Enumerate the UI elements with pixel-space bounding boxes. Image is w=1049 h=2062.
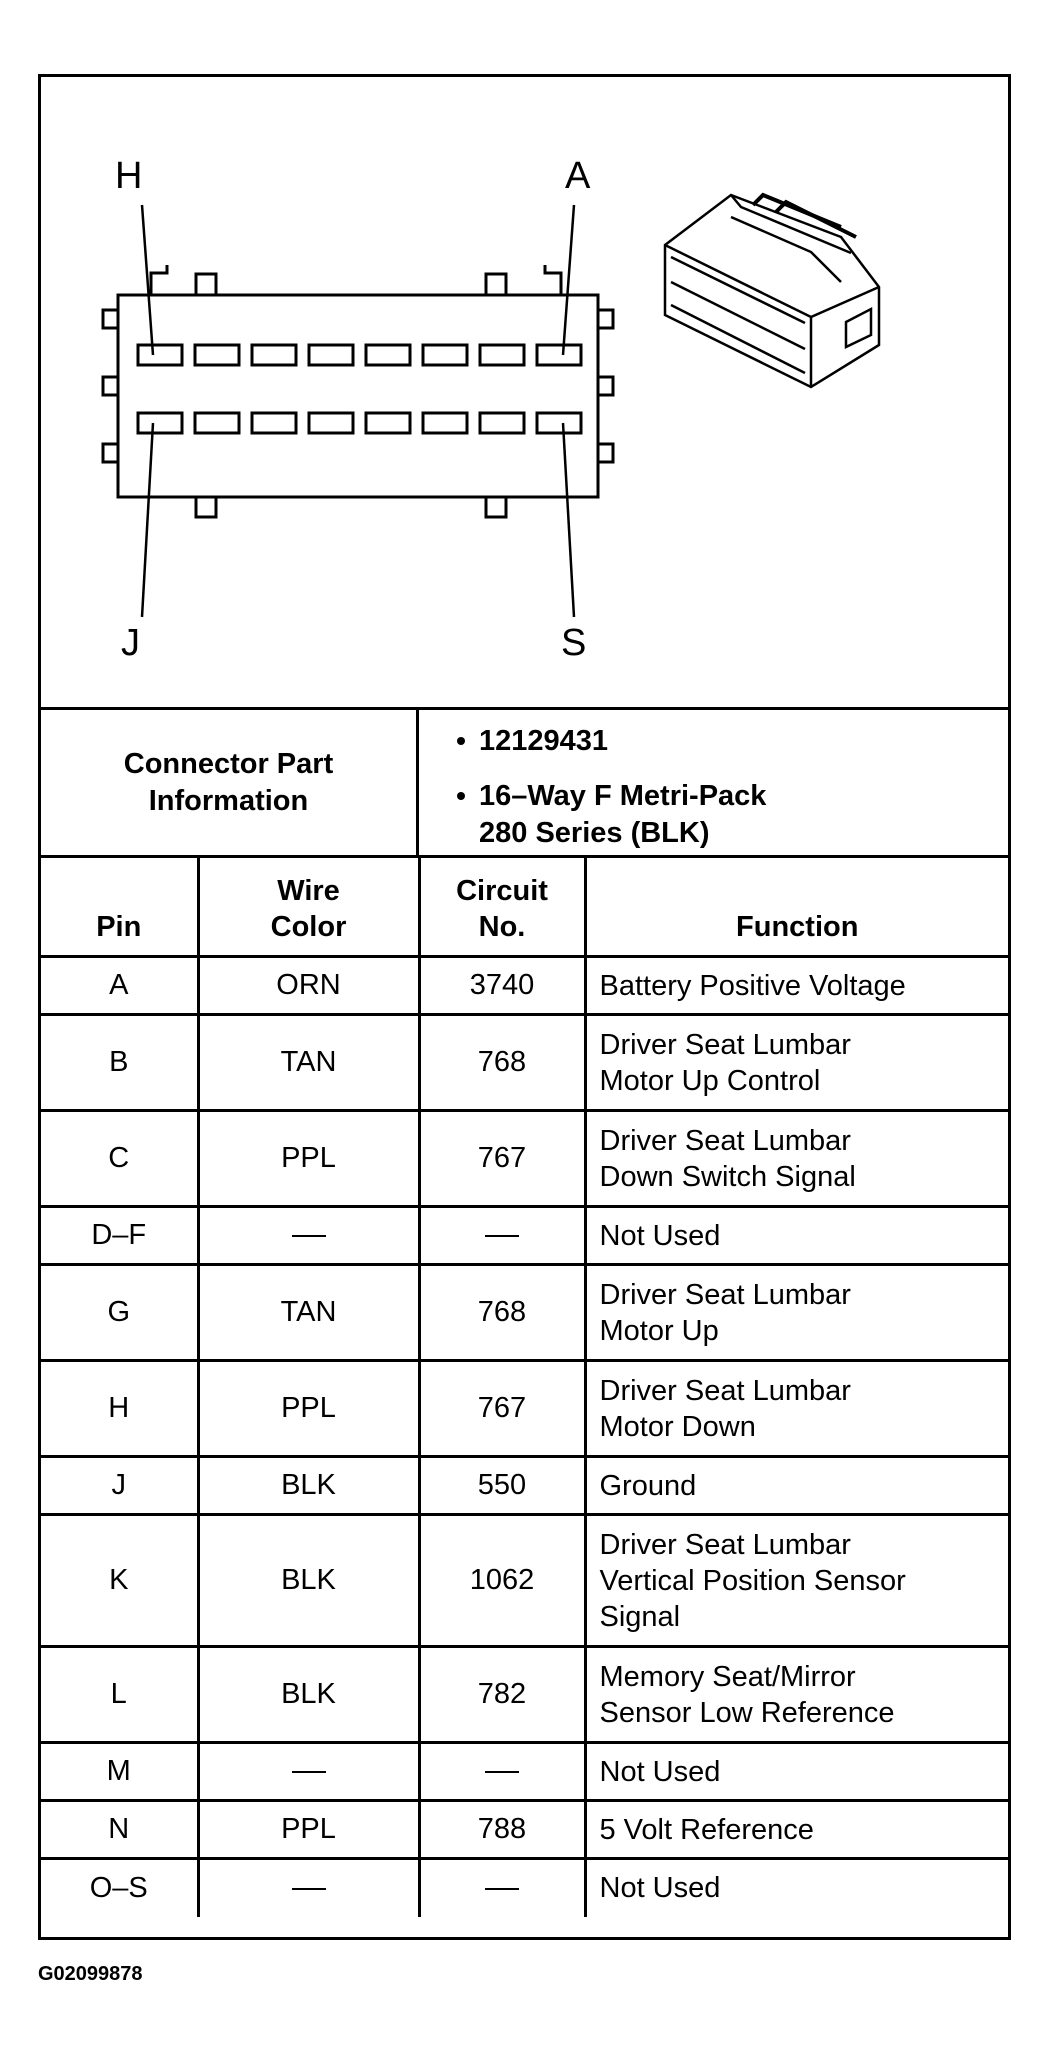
pin-cell: L	[41, 1647, 198, 1743]
function-line: Sensor Low Reference	[599, 1696, 895, 1729]
pin-cavity	[537, 413, 581, 433]
function-line: Driver Seat Lumbar	[599, 1278, 851, 1311]
function-cell	[585, 1515, 1008, 1647]
wire-color-cell: TAN	[198, 1265, 419, 1361]
not-applicable-dash	[485, 1771, 519, 1773]
function-cell	[585, 1015, 1008, 1111]
circuit-cell: 788	[419, 1801, 585, 1859]
function-cell	[585, 1361, 1008, 1457]
function-line: Not Used	[599, 1755, 721, 1788]
header-function: Function	[585, 857, 1008, 957]
pin-cell: A	[41, 957, 198, 1015]
pin-cell: J	[41, 1457, 198, 1515]
connector-body	[103, 265, 613, 517]
pin-cavity	[252, 345, 296, 365]
function-cell	[585, 1743, 1008, 1801]
pin-table-row	[41, 1801, 1008, 1859]
function-cell	[585, 1265, 1008, 1361]
function-cell	[585, 1457, 1008, 1515]
pin-cell: K	[41, 1515, 198, 1647]
header-wire-color: Wire Color	[198, 857, 419, 957]
pin-cavities	[138, 345, 581, 433]
pin-table-row	[41, 1111, 1008, 1207]
pin-label-h: H	[115, 155, 143, 197]
wire-color-cell: PPL	[198, 1801, 419, 1859]
function-cell	[585, 957, 1008, 1015]
header-circuit-no: Circuit No.	[419, 857, 585, 957]
function-cell	[585, 1111, 1008, 1207]
function-line: Motor Up	[599, 1314, 719, 1347]
circuit-cell: 782	[419, 1647, 585, 1743]
pin-cavity	[195, 345, 239, 365]
pin-table	[41, 855, 1008, 1917]
pin-cavity	[138, 345, 182, 365]
connector-description-line1: 16–Way F Metri-Pack	[479, 780, 767, 812]
pin-table-row	[41, 1743, 1008, 1801]
function-cell	[585, 1647, 1008, 1743]
function-line: Motor Up Control	[599, 1064, 821, 1097]
wire-color-cell: PPL	[198, 1361, 419, 1457]
wire-color-cell: BLK	[198, 1515, 419, 1647]
pin-table-row	[41, 1457, 1008, 1515]
pin-table-row	[41, 1265, 1008, 1361]
function-cell	[585, 1207, 1008, 1265]
function-line: Not Used	[599, 1872, 721, 1905]
circuit-cell: 768	[419, 1265, 585, 1361]
pin-cell: H	[41, 1361, 198, 1457]
function-line: Not Used	[599, 1219, 721, 1252]
bullet-icon	[457, 792, 465, 800]
connector-end-view-sheet	[38, 74, 1011, 1940]
pin-cavity	[423, 345, 467, 365]
not-applicable-dash	[485, 1888, 519, 1890]
function-line: Vertical Position Sensor	[599, 1564, 906, 1597]
circuit-cell	[419, 1859, 585, 1917]
pin-cavity	[195, 413, 239, 433]
pin-label-s: S	[561, 622, 587, 664]
not-applicable-dash	[485, 1235, 519, 1237]
function-line: Driver Seat Lumbar	[599, 1028, 851, 1061]
pin-table-row	[41, 1207, 1008, 1265]
pin-cavity	[480, 345, 524, 365]
wire-color-cell: BLK	[198, 1457, 419, 1515]
pin-table-row	[41, 1015, 1008, 1111]
figure-id: G02099878	[38, 1963, 143, 1985]
circuit-cell	[419, 1743, 585, 1801]
part-number: 12129431	[479, 725, 609, 757]
connector-3d-illustration	[665, 195, 879, 387]
pin-cavity	[366, 345, 410, 365]
pin-cavity	[252, 413, 296, 433]
pin-table-row	[41, 957, 1008, 1015]
function-cell	[585, 1859, 1008, 1917]
pin-cavity	[309, 345, 353, 365]
pin-cavity	[366, 413, 410, 433]
pin-cell: G	[41, 1265, 198, 1361]
pin-cavity	[423, 413, 467, 433]
not-applicable-dash	[292, 1771, 326, 1773]
pin-leader-lines	[142, 205, 574, 617]
not-applicable-dash	[292, 1888, 326, 1890]
pin-cell: C	[41, 1111, 198, 1207]
function-line: Memory Seat/Mirror	[599, 1660, 856, 1693]
circuit-cell: 1062	[419, 1515, 585, 1647]
pin-cell: B	[41, 1015, 198, 1111]
function-line: Battery Positive Voltage	[599, 969, 906, 1002]
connector-part-information-label	[41, 710, 419, 855]
header-pin: Pin	[41, 857, 198, 957]
wire-color-cell: BLK	[198, 1647, 419, 1743]
function-line: Ground	[599, 1469, 697, 1502]
wire-color-cell	[198, 1859, 419, 1917]
circuit-cell: 768	[419, 1015, 585, 1111]
wire-color-cell	[198, 1743, 419, 1801]
circuit-cell: 767	[419, 1361, 585, 1457]
pin-table-header	[41, 857, 1008, 957]
circuit-cell: 767	[419, 1111, 585, 1207]
pin-label-a: A	[565, 155, 591, 197]
wire-color-cell: TAN	[198, 1015, 419, 1111]
pin-cavity	[537, 345, 581, 365]
pin-cell: N	[41, 1801, 198, 1859]
pin-cavity	[138, 413, 182, 433]
pin-table-row	[41, 1859, 1008, 1917]
wire-color-cell: PPL	[198, 1111, 419, 1207]
function-line: Signal	[599, 1600, 681, 1633]
connector-part-information-text: Connector Part Information	[123, 747, 334, 817]
connector-part-information-row	[41, 707, 1008, 855]
not-applicable-dash	[292, 1235, 326, 1237]
connector-face-drawing	[41, 77, 1008, 707]
pin-label-j: J	[121, 622, 140, 664]
function-line: Driver Seat Lumbar	[599, 1124, 851, 1157]
pin-table-row	[41, 1515, 1008, 1647]
circuit-cell: 3740	[419, 957, 585, 1015]
function-line: 5 Volt Reference	[599, 1813, 814, 1846]
circuit-cell	[419, 1207, 585, 1265]
wire-color-cell	[198, 1207, 419, 1265]
connector-diagram	[41, 77, 1008, 707]
function-cell	[585, 1801, 1008, 1859]
pin-table-row	[41, 1361, 1008, 1457]
pin-cell: O–S	[41, 1859, 198, 1917]
function-line: Motor Down	[599, 1410, 756, 1443]
pin-cavity	[480, 413, 524, 433]
pin-cell: M	[41, 1743, 198, 1801]
bullet-icon	[457, 737, 465, 745]
wire-color-cell: ORN	[198, 957, 419, 1015]
pin-table-row	[41, 1647, 1008, 1743]
function-line: Down Switch Signal	[599, 1160, 856, 1193]
function-line: Driver Seat Lumbar	[599, 1374, 851, 1407]
circuit-cell: 550	[419, 1457, 585, 1515]
pin-cell: D–F	[41, 1207, 198, 1265]
function-line: Driver Seat Lumbar	[599, 1528, 851, 1561]
connector-description-line2: 280 Series (BLK)	[479, 817, 710, 849]
connector-part-details	[419, 710, 1008, 855]
pin-cavity	[309, 413, 353, 433]
